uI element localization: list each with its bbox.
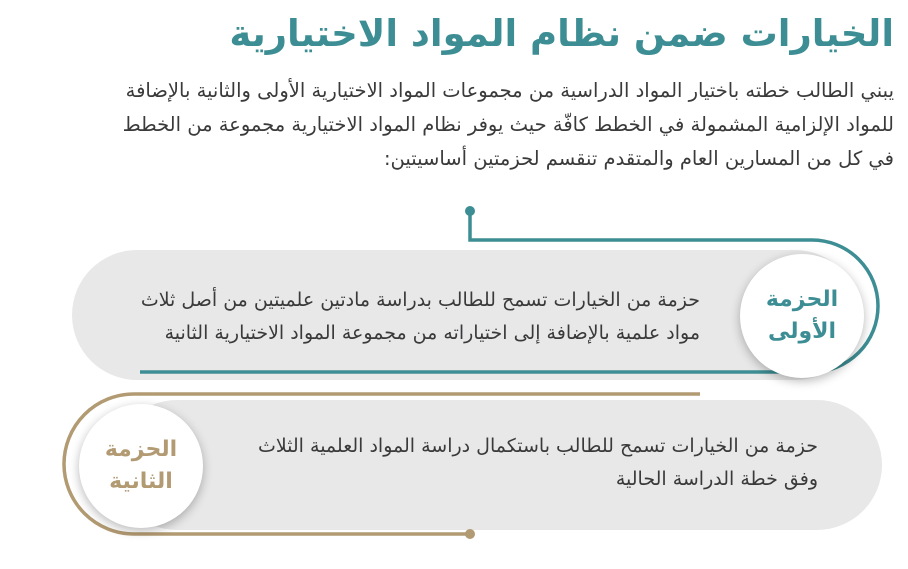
package-1-desc-line: مواد علمية بالإضافة إلى اختياراته من مجموعة المواد الاختيارية الثانية — [164, 322, 700, 344]
package-2-desc-line: حزمة من الخيارات تسمح للطالب باستكمال دراسة المواد العلمية الثلاث — [257, 435, 818, 457]
package-2-badge — [79, 404, 203, 528]
gold-connector-dot — [465, 529, 475, 539]
intro-line: للمواد الإلزامية المشمولة في الخطط كافّة حيث يوفر نظام المواد الاختيارية مجموعة من الخطط — [122, 113, 894, 136]
package-1-label-line: الأولى — [767, 319, 837, 344]
intro-line: يبني الطالب خطته باختيار المواد الدراسية من مجموعات المواد الاختيارية الأولى والثانية بالإضافة — [125, 79, 894, 102]
package-1-label-line: الحزمة — [765, 287, 839, 312]
intro-line: في كل من المسارين العام والمتقدم تنقسم لحزمتين أساسيتين: — [383, 147, 894, 170]
package-2-label — [93, 434, 189, 498]
page-title: الخيارات ضمن نظام المواد الاختيارية — [229, 12, 894, 55]
package-2-label-line: الحزمة — [104, 437, 178, 462]
package-2-desc-line: وفق خطة الدراسة الحالية — [615, 468, 818, 490]
package-1-desc-line: حزمة من الخيارات تسمح للطالب بدراسة مادتين علميتين من أصل ثلاث — [140, 289, 700, 311]
package-1-badge — [740, 254, 864, 378]
package-2-label-line: الثانية — [109, 469, 173, 494]
package-1-label — [754, 284, 850, 348]
